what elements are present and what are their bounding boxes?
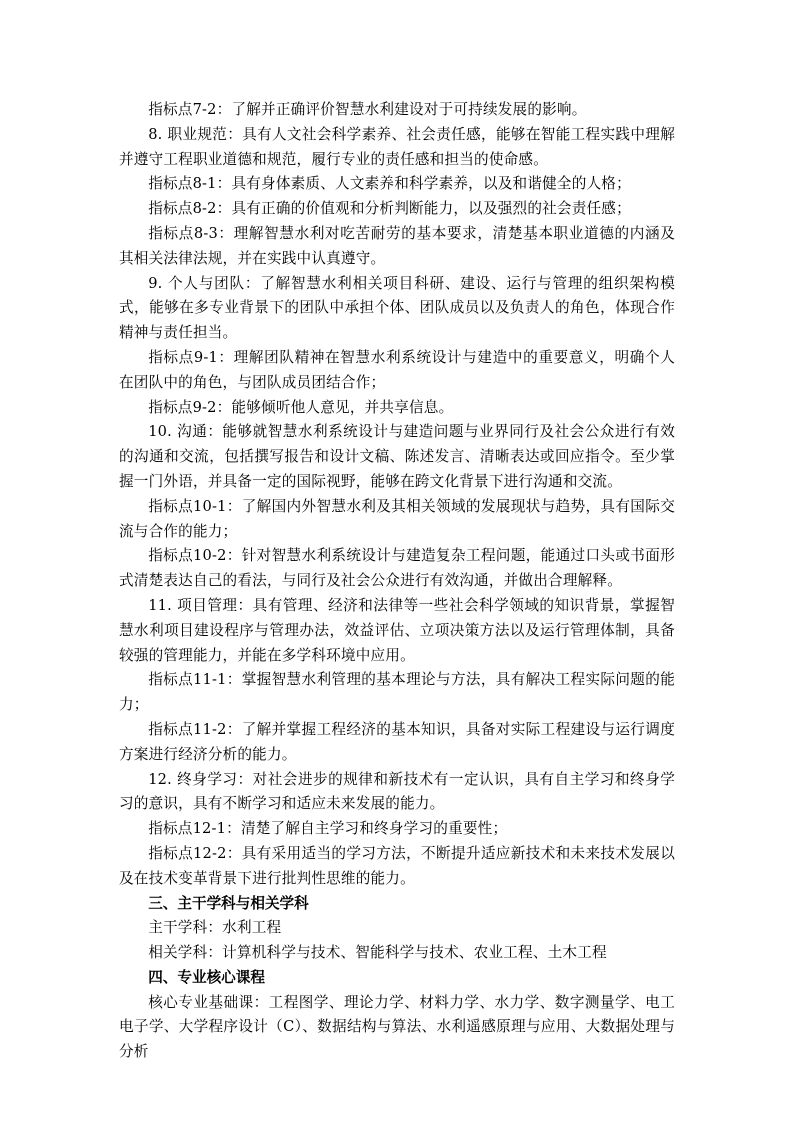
requirement-11-project-management: 11. 项目管理：具有管理、经济和法律等一些社会科学领域的知识背景，掌握智慧水利项目建设程序与管理办法，效益评估、立项决策方法以及运行管理体制，具备较强的管理能力，并能在多学科环境中应用。: [119, 596, 675, 664]
indicator-8-3: 指标点8-3：理解智慧水利对吃苦耐劳的基本要求，清楚基本职业道德的内涵及其相关法律法规，并在实践中认真遵守。: [119, 224, 675, 267]
related-disciplines: 相关学科：计算机科学与技术、智能科学与技术、农业工程、土木工程: [148, 944, 607, 962]
requirement-10-communication: 10. 沟通：能够就智慧水利系统设计与建造问题与业界同行及社会公众进行有效的沟通和交流，包括撰写报告和设计文稿、陈述发言、清晰表达或回应指令。至少掌握一门外语，并具备一定的国际视野，能够在跨文化背景下进行沟通和交流。: [119, 423, 675, 490]
requirement-9-individual-and-team: 9. 个人与团队：了解智慧水利相关项目科研、建设、运行与管理的组织架构模式，能够在多专业背景下的团队中承担个体、团队成员以及负责人的角色，体现合作精神与责任担当。: [119, 274, 675, 342]
requirement-12-lifelong-learning: 12. 终身学习：对社会进步的规律和新技术有一定认识，具有自主学习和终身学习的意识，具有不断学习和适应未来发展的能力。: [119, 770, 675, 813]
indicator-11-2: 指标点11-2：了解并掌握工程经济的基本知识，具备对实际工程建设与运行调度方案进行经济分析的能力。: [119, 720, 675, 763]
indicator-9-1: 指标点9-1：理解团队精神在智慧水利系统设计与建造中的重要意义，明确个人在团队中的角色，与团队成员团结合作；: [119, 348, 675, 391]
indicator-10-1: 指标点10-1：了解国内外智慧水利及其相关领域的发展现状与趋势，具有国际交流与合作的能力；: [119, 497, 675, 540]
indicator-8-2: 指标点8-2：具有正确的价值观和分析判断能力，以及强烈的社会责任感；: [148, 200, 631, 218]
requirement-8-professional-norms: 8. 职业规范：具有人文社会科学素养、社会责任感，能够在智能工程实践中理解并遵守工程职业道德和规范，履行专业的责任感和担当的使命感。: [119, 125, 675, 168]
section-3-heading: 三、主干学科与相关学科: [148, 894, 309, 912]
indicator-12-1: 指标点12-1：清楚了解自主学习和终身学习的重要性；: [148, 820, 508, 838]
indicator-8-1: 指标点8-1：具有身体素质、人文素养和科学素养，以及和谐健全的人格；: [148, 175, 631, 193]
indicator-11-1: 指标点11-1：掌握智慧水利管理的基本理论与方法，具有解决工程实际问题的能力；: [119, 671, 675, 714]
document-page: [119, 98, 675, 1065]
section-4-heading: 四、专业核心课程: [148, 968, 265, 986]
indicator-10-2: 指标点10-2：针对智慧水利系统设计与建造复杂工程问题，能通过口头或书面形式清楚表达自己的看法，与同行及社会公众进行有效沟通，并做出合理解释。: [119, 547, 675, 590]
core-basic-courses: 核心专业基础课：工程图学、理论力学、材料力学、水力学、数字测量学、电工电子学、大学程序设计（C）、数据结构与算法、水利遥感原理与应用、大数据处理与分析: [119, 993, 675, 1061]
indicator-12-2: 指标点12-2：具有采用适当的学习方法，不断提升适应新技术和未来技术发展以及在技术变革背景下进行批判性思维的能力。: [119, 844, 675, 887]
indicator-9-2: 指标点9-2：能够倾听他人意见，并共享信息。: [148, 398, 454, 416]
indicator-7-2: 指标点7-2：了解并正确评价智慧水利建设对于可持续发展的影响。: [148, 101, 587, 118]
main-discipline: 主干学科：水利工程: [148, 919, 282, 937]
